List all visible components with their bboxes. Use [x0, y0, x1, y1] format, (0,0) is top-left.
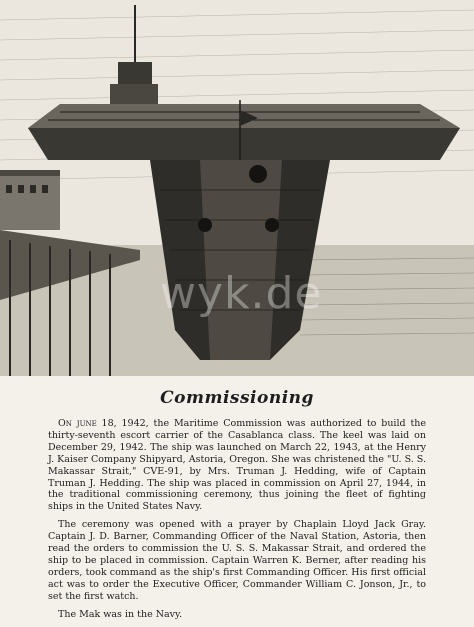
paragraph-1-body: the Maritime Commission was authorized to build the thirty-seventh escort carrier of the Casablanca class. The keel was laid on December 29, 1942. The ship was launched on March 22, 1943, at the Henry J. Kaiser Company Shipyard, Astoria, Oregon. She was christened the "U. S. S. Makassar Strait," CVE-91, by Mrs. Truman J. Hedding, wife of Captain Truman J. Hedding. The ship was placed in commission on April 27, 1944, in the traditional commissioning ceremony, thus joining the fleet of fighting ships in the United States Navy.	[48, 418, 426, 513]
paragraph-2: The ceremony was opened with a prayer by Chaplain Lloyd Jack Gray. Captain J. D. Barner, Commanding Officer of the Naval Station, Astoria, then read the orders to commission the U. S. S. Makassar Strait, and ordered the ship to be placed in commission. Captain Warren K. Berner, after reading his orders, took command as the ship's first Commanding Officer. His first official act was to order the Executive Officer, Commander William C. Jonson, Jr., to set the first watch.	[48, 519, 426, 602]
article	[48, 388, 426, 627]
paragraph-1-lead: On june 18, 1942,	[58, 418, 149, 429]
paragraph-3: The Mak was in the Navy.	[58, 608, 183, 620]
paragraph-1	[48, 418, 426, 513]
page-title: Commissioning	[160, 388, 314, 408]
watermark-text: wyk.de	[160, 268, 323, 319]
